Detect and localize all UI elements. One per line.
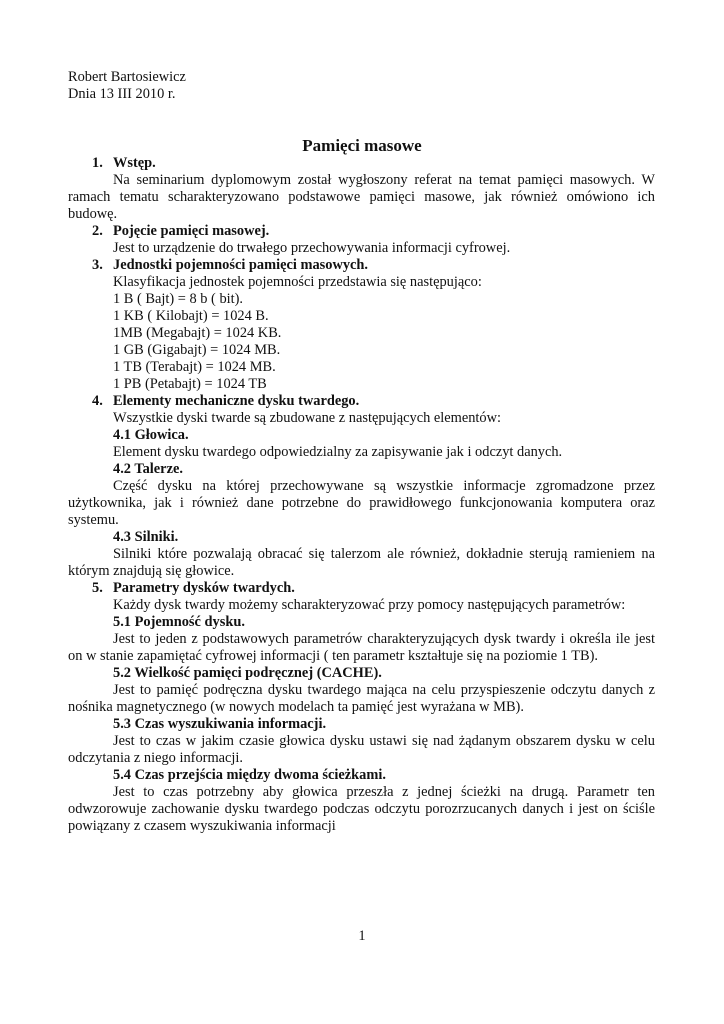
subsection-5-3-heading: 5.3 Czas wyszukiwania informacji. [113,716,327,732]
section-1-text-line-3: budowę. [68,206,118,222]
section-3-heading: Jednostki pojemności pamięci masowych. [113,257,369,273]
section-2-number: 2. [92,223,103,239]
page-number: 1 [358,928,366,944]
unit-line: 1MB (Megabajt) = 1024 KB. [113,325,282,341]
section-4-heading: Elementy mechaniczne dysku twardego. [113,393,360,409]
section-4-intro: Wszystkie dyski twarde są zbudowane z następujących elementów: [113,410,502,426]
subsection-5-3-text-line-2: odczytania z niego informacji. [68,750,244,766]
subsection-5-3-text-line-1: Jest to czas w jakim czasie głowica dysku ustawi się nad żądanym obszarem dysku w celu [113,733,655,749]
subsection-4-3-text-line-1: Silniki które pozwalają obracać się talerzom ale również, dokładnie sterują ramieniem na [113,546,655,562]
subsection-5-1-heading: 5.1 Pojemność dysku. [113,614,245,630]
subsection-4-2-text-line-1: Część dysku na której przechowywane są wszystkie informacje zgromadzone przez [113,478,655,494]
subsection-5-4-heading: 5.4 Czas przejścia między dwoma ścieżkami. [113,767,386,783]
section-2-heading: Pojęcie pamięci masowej. [113,223,270,239]
subsection-4-2-text-line-3: systemu. [68,512,119,528]
subsection-4-2-text-line-2: użytkownika, jak i również dane potrzebne do prawidłowego funkcjonowania komputera oraz [68,495,655,511]
document-date: Dnia 13 III 2010 r. [68,86,176,102]
section-3-number: 3. [92,257,103,273]
subsection-4-1-heading: 4.1 Głowica. [113,427,189,443]
subsection-5-4-text-line-1: Jest to czas potrzebny aby głowica przeszła z jednej ścieżki na drugą. Parametr ten [113,784,655,800]
section-5-heading: Parametry dysków twardych. [113,580,295,596]
subsection-4-3-heading: 4.3 Silniki. [113,529,179,545]
subsection-4-2-heading: 4.2 Talerze. [113,461,183,477]
subsection-4-1-text: Element dysku twardego odpowiedzialny za zapisywanie jak i odczyt danych. [113,444,563,460]
subsection-4-3-text-line-2: którym znajdują się głowice. [68,563,235,579]
section-1-heading: Wstęp. [113,155,156,171]
page-title: Pamięci masowe [302,136,422,155]
section-2-text: Jest to urządzenie do trwałego przechowywania informacji cyfrowej. [113,240,511,256]
subsection-5-1-text-line-2: on w stanie zapamiętać cyfrowej informacji ( ten parametr kształtuje się na poziomie 1 TB). [68,648,598,664]
unit-line: 1 GB (Gigabajt) = 1024 MB. [113,342,281,358]
subsection-5-1-text-line-1: Jest to jeden z podstawowych parametrów charakteryzujących dysk twardy i określa ile jest [113,631,655,647]
subsection-5-2-heading: 5.2 Wielkość pamięci podręcznej (CACHE). [113,665,382,681]
author-name: Robert Bartosiewicz [68,69,186,85]
section-5-number: 5. [92,580,103,596]
subsection-5-4-text-line-3: powiązany z czasem wyszukiwania informacji [68,818,336,834]
unit-line: 1 B ( Bajt) = 8 b ( bit). [113,291,244,307]
section-1-text-line-2: ramach tematu scharakteryzowano podstawowe pamięci masowe, jak również omówiono ich [68,189,655,205]
section-5-intro: Każdy dysk twardy możemy scharakteryzować przy pomocy następujących parametrów: [113,597,626,613]
unit-line: 1 TB (Terabajt) = 1024 MB. [113,359,276,375]
section-3-intro: Klasyfikacja jednostek pojemności przedstawia się następująco: [113,274,482,290]
subsection-5-4-text-line-2: odwzorowuje zachowanie dysku twardego podczas odczytu porozrzucanych danych i jest on ściśle [68,801,655,817]
unit-line: 1 PB (Petabajt) = 1024 TB [113,376,267,392]
subsection-5-2-text-line-2: nośnika magnetycznego (w nowych modelach ta pamięć jest wyrażana w MB). [68,699,524,715]
unit-line: 1 KB ( Kilobajt) = 1024 B. [113,308,269,324]
section-1-number: 1. [92,155,103,171]
subsection-5-2-text-line-1: Jest to pamięć podręczna dysku twardego mająca na celu przyspieszenie odczytu danych z [113,682,655,698]
section-1-text-line-1: Na seminarium dyplomowym został wygłoszony referat na temat pamięci masowych. W [113,172,655,188]
section-4-number: 4. [92,393,103,409]
